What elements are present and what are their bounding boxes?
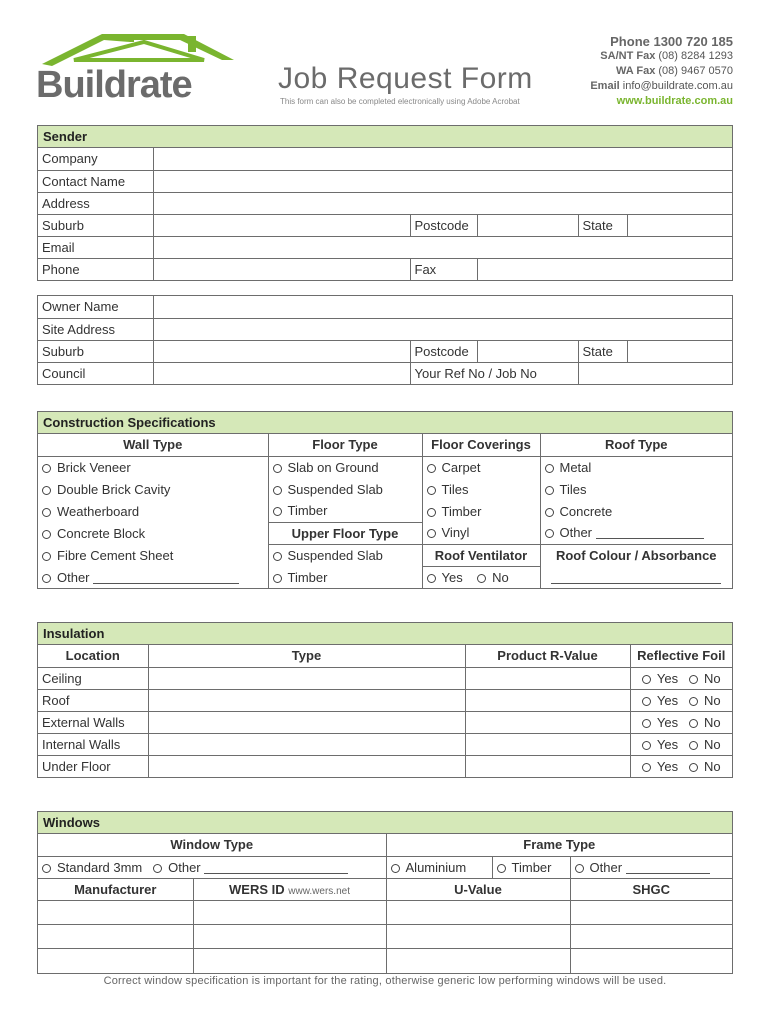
radio-icon[interactable] — [42, 552, 51, 561]
email-field[interactable] — [153, 236, 732, 258]
sender-header: Sender — [38, 126, 732, 148]
insulation-type-field[interactable] — [148, 755, 465, 777]
radio-icon[interactable] — [273, 574, 282, 583]
wall-option[interactable]: Fibre Cement Sheet — [38, 544, 268, 566]
ref-field[interactable] — [578, 362, 732, 384]
radio-icon[interactable] — [427, 486, 436, 495]
frame-type-header: Frame Type — [386, 834, 732, 856]
window-other-field[interactable] — [204, 861, 348, 874]
wall-option[interactable]: Weatherboard — [38, 500, 268, 522]
insulation-location: Ceiling — [38, 667, 148, 689]
radio-icon[interactable] — [642, 763, 651, 772]
upper-floor-option[interactable]: Suspended Slab — [268, 544, 422, 566]
radio-icon[interactable] — [42, 486, 51, 495]
insulation-r-value-field[interactable] — [465, 689, 630, 711]
covering-option[interactable]: Carpet — [422, 456, 540, 478]
radio-icon[interactable] — [642, 741, 651, 750]
owner-state-field[interactable] — [627, 340, 732, 362]
insulation-location: Under Floor — [38, 755, 148, 777]
sa-nt-fax-label: SA/NT Fax — [600, 50, 656, 62]
state-label: State — [578, 214, 627, 236]
manufacturer-header: Manufacturer — [38, 879, 193, 901]
insulation-location: Internal Walls — [38, 733, 148, 755]
radio-icon[interactable] — [153, 864, 162, 873]
insulation-type-field[interactable] — [148, 711, 465, 733]
insulation-type-field[interactable] — [148, 667, 465, 689]
radio-icon[interactable] — [477, 574, 486, 583]
radio-icon[interactable] — [689, 741, 698, 750]
frame-timber[interactable]: Timber — [492, 856, 570, 878]
window-type-header: Window Type — [38, 834, 386, 856]
foil-options: Yes No — [630, 689, 732, 711]
construction-section — [37, 411, 733, 589]
manufacturer-field[interactable] — [38, 925, 193, 949]
email-label: Email — [590, 80, 620, 92]
address-field[interactable] — [153, 192, 732, 214]
floor-option[interactable]: Suspended Slab — [268, 478, 422, 500]
radio-icon[interactable] — [689, 697, 698, 706]
radio-icon[interactable] — [42, 864, 51, 873]
wers-id-header: WERS ID www.wers.net — [193, 879, 386, 901]
radio-icon[interactable] — [642, 719, 651, 728]
buildrate-logo — [34, 30, 256, 112]
shgc-field[interactable] — [570, 949, 732, 973]
roof-option[interactable]: Tiles — [540, 478, 732, 500]
type-header: Type — [148, 645, 465, 667]
radio-icon[interactable] — [273, 464, 282, 473]
owner-name-label: Owner Name — [38, 296, 153, 318]
email-field-label: Email — [38, 236, 153, 258]
owner-postcode-label: Postcode — [410, 340, 477, 362]
roof-type-header: Roof Type — [540, 434, 732, 456]
sender-section — [37, 125, 733, 281]
postcode-field[interactable] — [477, 214, 578, 236]
owner-state-label: State — [578, 340, 627, 362]
phone-label: Phone — [38, 258, 153, 280]
phone-field[interactable] — [153, 258, 410, 280]
radio-icon[interactable] — [575, 864, 584, 873]
radio-icon[interactable] — [427, 529, 436, 538]
radio-icon[interactable] — [545, 508, 554, 517]
owner-suburb-field[interactable] — [153, 340, 410, 362]
insulation-location: Roof — [38, 689, 148, 711]
radio-icon[interactable] — [273, 552, 282, 561]
wall-type-header: Wall Type — [38, 434, 268, 456]
floor-option[interactable]: Timber — [268, 500, 422, 522]
ventilator-options: Yes No — [422, 566, 540, 588]
radio-icon[interactable] — [545, 529, 554, 538]
radio-icon[interactable] — [42, 530, 51, 539]
wers-link[interactable]: www.wers.net — [288, 886, 350, 897]
postcode-label: Postcode — [410, 214, 477, 236]
reflective-foil-header: Reflective Foil — [630, 645, 732, 667]
insulation-r-value-field[interactable] — [465, 667, 630, 689]
contact-name-field[interactable] — [153, 170, 732, 192]
radio-icon[interactable] — [689, 719, 698, 728]
u-value-field[interactable] — [386, 925, 570, 949]
radio-icon[interactable] — [42, 464, 51, 473]
phone-number: Phone 1300 720 185 — [610, 34, 733, 49]
wers-id-field[interactable] — [193, 901, 386, 925]
roof-ventilator-header: Roof Ventilator — [422, 544, 540, 566]
footer-note: Correct window specification is important for the rating, otherwise generic low performing windows will be used. — [103, 975, 667, 987]
fax-label: Fax — [410, 258, 477, 280]
site-address-label: Site Address — [38, 318, 153, 340]
radio-icon[interactable] — [273, 507, 282, 516]
wall-option[interactable]: Double Brick Cavity — [38, 478, 268, 500]
wall-other-field[interactable] — [93, 571, 239, 584]
foil-options: Yes No — [630, 733, 732, 755]
company-label: Company — [38, 148, 153, 170]
floor-option[interactable]: Slab on Ground — [268, 456, 422, 478]
floor-type-header: Floor Type — [268, 434, 422, 456]
owner-suburb-label: Suburb — [38, 340, 153, 362]
site-address-field[interactable] — [153, 318, 732, 340]
radio-icon[interactable] — [427, 464, 436, 473]
frame-other-field[interactable] — [626, 861, 710, 874]
radio-icon[interactable] — [427, 508, 436, 517]
sa-nt-fax: (08) 8284 1293 — [658, 50, 733, 62]
fax-field[interactable] — [477, 258, 732, 280]
shgc-header: SHGC — [570, 879, 732, 901]
radio-icon[interactable] — [642, 675, 651, 684]
foil-options: Yes No — [630, 755, 732, 777]
frame-other[interactable]: Other — [570, 856, 732, 878]
manufacturer-field[interactable] — [38, 901, 193, 925]
owner-section — [37, 295, 733, 385]
radio-icon[interactable] — [427, 574, 436, 583]
upper-floor-option[interactable]: Timber — [268, 566, 422, 588]
ref-label: Your Ref No / Job No — [410, 362, 578, 384]
shgc-field[interactable] — [570, 925, 732, 949]
insulation-r-value-field[interactable] — [465, 755, 630, 777]
state-field[interactable] — [627, 214, 732, 236]
window-type-options: Standard 3mm Other — [38, 856, 386, 878]
radio-icon[interactable] — [545, 464, 554, 473]
roof-option[interactable]: Metal — [540, 456, 732, 478]
foil-options: Yes No — [630, 711, 732, 733]
location-header: Location — [38, 645, 148, 667]
roof-option[interactable]: Other — [540, 522, 732, 544]
wall-option[interactable]: Concrete Block — [38, 522, 268, 544]
suburb-field[interactable] — [153, 214, 410, 236]
roof-colour-field[interactable] — [540, 566, 732, 588]
radio-icon[interactable] — [642, 697, 651, 706]
roof-option[interactable]: Concrete — [540, 500, 732, 522]
manufacturer-field[interactable] — [38, 949, 193, 973]
shgc-field[interactable] — [570, 901, 732, 925]
owner-postcode-field[interactable] — [477, 340, 578, 362]
radio-icon[interactable] — [545, 486, 554, 495]
insulation-r-value-field[interactable] — [465, 733, 630, 755]
covering-option[interactable]: Vinyl — [422, 522, 540, 544]
radio-icon[interactable] — [391, 864, 400, 873]
wall-option[interactable]: Other — [38, 566, 268, 588]
contact-block — [590, 34, 733, 109]
u-value-field[interactable] — [386, 901, 570, 925]
radio-icon[interactable] — [497, 864, 506, 873]
council-field[interactable] — [153, 362, 410, 384]
wers-id-field[interactable] — [193, 949, 386, 973]
radio-icon[interactable] — [273, 486, 282, 495]
u-value-field[interactable] — [386, 949, 570, 973]
r-value-header: Product R-Value — [465, 645, 630, 667]
wall-option[interactable]: Brick Veneer — [38, 456, 268, 478]
frame-aluminium[interactable]: Aluminium — [386, 856, 492, 878]
wers-id-field[interactable] — [193, 925, 386, 949]
logo-text: Buildrate — [36, 64, 192, 106]
page-subtitle: This form can also be completed electronically using Adobe Acrobat — [280, 97, 520, 106]
upper-floor-type-header: Upper Floor Type — [268, 522, 422, 544]
covering-option[interactable]: Timber — [422, 500, 540, 522]
contact-name-label: Contact Name — [38, 170, 153, 192]
radio-icon[interactable] — [42, 574, 51, 583]
insulation-r-value-field[interactable] — [465, 711, 630, 733]
insulation-location: External Walls — [38, 711, 148, 733]
address-label: Address — [38, 192, 153, 214]
insulation-type-field[interactable] — [148, 689, 465, 711]
wa-fax-label: WA Fax — [615, 65, 656, 77]
radio-icon[interactable] — [42, 508, 51, 517]
insulation-header: Insulation — [38, 623, 732, 645]
wa-fax: (08) 9467 0570 — [658, 65, 733, 77]
foil-options: Yes No — [630, 667, 732, 689]
roof-colour-header: Roof Colour / Absorbance — [540, 544, 732, 566]
email-address[interactable]: info@buildrate.com.au — [622, 80, 733, 92]
council-label: Council — [38, 362, 153, 384]
page-title: Job Request Form — [278, 62, 533, 95]
construction-header: Construction Specifications — [38, 412, 732, 434]
floor-coverings-header: Floor Coverings — [422, 434, 540, 456]
covering-option[interactable]: Tiles — [422, 478, 540, 500]
radio-icon[interactable] — [689, 763, 698, 772]
insulation-type-field[interactable] — [148, 733, 465, 755]
company-field[interactable] — [153, 148, 732, 170]
windows-header: Windows — [38, 812, 732, 834]
insulation-section — [37, 622, 733, 778]
website-link[interactable]: www.buildrate.com.au — [616, 95, 733, 107]
u-value-header: U-Value — [386, 879, 570, 901]
roof-other-field[interactable] — [596, 526, 704, 539]
radio-icon[interactable] — [689, 675, 698, 684]
owner-name-field[interactable] — [153, 296, 732, 318]
suburb-label: Suburb — [38, 214, 153, 236]
windows-section — [37, 811, 733, 974]
